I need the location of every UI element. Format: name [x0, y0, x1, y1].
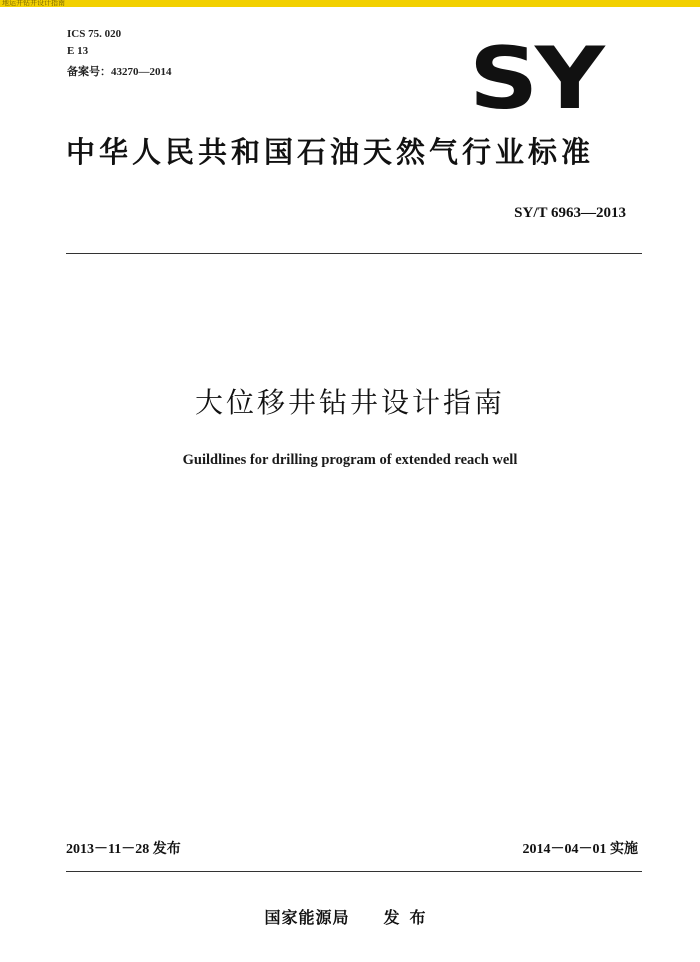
implementation-date: 2014－04－01 实施	[522, 842, 638, 857]
classification-code: E 13	[67, 45, 89, 57]
standard-series-title: 中华人民共和国石油天然气行业标准	[66, 135, 595, 169]
top-bar-text: 地运井钻井设计指南	[2, 0, 65, 7]
document-title-en: Guildlines for drilling program of extended reach well	[182, 452, 518, 468]
top-divider	[66, 253, 642, 254]
ics-code: ICS 75. 020	[67, 28, 122, 40]
bottom-divider	[66, 871, 642, 872]
issuer-action: 发布	[383, 908, 436, 927]
top-highlight-bar	[0, 0, 700, 7]
registration-number: 备案号：43270—2014	[67, 66, 172, 78]
standard-code: SY/T 6963—2013	[514, 205, 626, 221]
issuer-organization: 国家能源局	[264, 908, 350, 927]
issuer-line	[0, 906, 700, 930]
sy-logo: SY	[469, 29, 602, 129]
document-title-cn: 大位移井钻井设计指南	[194, 386, 505, 419]
issue-date: 2013－11－28 发布	[66, 842, 181, 857]
